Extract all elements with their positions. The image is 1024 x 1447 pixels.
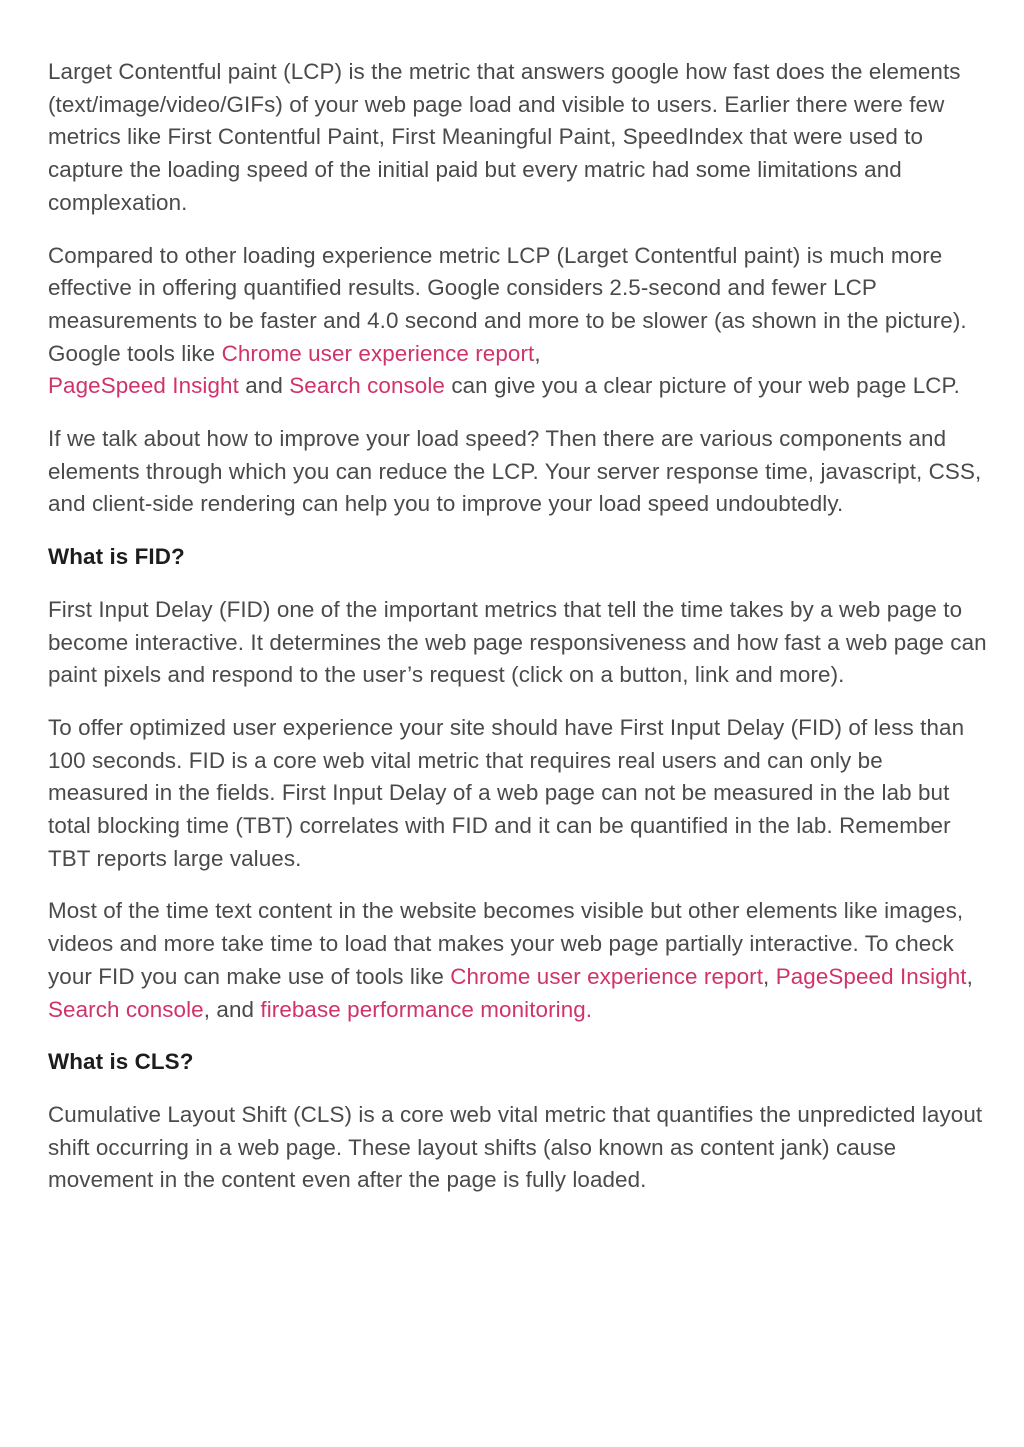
- search-console-link[interactable]: Search console: [48, 996, 204, 1022]
- fid-tools-paragraph: [48, 895, 988, 1026]
- pagespeed-insight-link[interactable]: PageSpeed Insight: [775, 963, 967, 989]
- cls-heading: What is CLS?: [48, 1049, 194, 1075]
- separator-text: ,: [966, 963, 973, 989]
- lcp-intro-paragraph: Larget Contentful paint (LCP) is the metric that answers google how fast does the elements (text/image/video/GIFs) of your web page load and visible to users. Earlier there were few metrics like First Contentful Paint, First Meaningful Paint, SpeedIndex that were used to capture the loading speed of the initial paid but every matric had some limitations and complexation.: [48, 59, 961, 215]
- lcp-comparison-text: Compared to other loading experience metric LCP (Larget Contentful paint) is much more effective in offering quantified results. Google considers 2.5-second and fewer LCP measurements to be faster and 4.0 second and more to be slower (as shown in the picture). Google tools like: [48, 242, 967, 366]
- chrome-ux-report-link[interactable]: Chrome user experience report: [450, 963, 764, 989]
- article-body: [48, 56, 988, 1217]
- separator-text: , and: [203, 996, 261, 1022]
- fid-definition-paragraph: First Input Delay (FID) one of the important metrics that tell the time takes by a web page to become interactive. It determines the web page responsiveness and how fast a web page can paint pixels and respond to the user’s request (click on a button, link and more).: [48, 596, 987, 688]
- fid-heading: What is FID?: [48, 544, 185, 570]
- search-console-link[interactable]: Search console: [289, 373, 445, 399]
- chrome-ux-report-link[interactable]: Chrome user experience report: [221, 340, 535, 366]
- separator-text: ,: [763, 963, 776, 989]
- cls-definition-paragraph: Cumulative Layout Shift (CLS) is a core web vital metric that quantifies the unpredicted layout shift occurring in a web page. These layout shifts (also known as content jank) cause movement in the content even after the page is fully loaded.: [48, 1101, 983, 1193]
- lcp-comparison-paragraph: [48, 240, 988, 404]
- lcp-comparison-tail-text: can give you a clear picture of your web page LCP.: [445, 373, 960, 399]
- lcp-improve-paragraph: If we talk about how to improve your load speed? Then there are various components and elements through which you can reduce the LCP. Your server response time, javascript, CSS, and client-side rendering can help you to improve your load speed undoubtedly.: [48, 426, 982, 517]
- conjunction-text: and: [238, 373, 290, 399]
- firebase-performance-link[interactable]: firebase performance monitoring.: [260, 996, 593, 1022]
- fid-threshold-paragraph: To offer optimized user experience your site should have First Input Delay (FID) of less than 100 seconds. FID is a core web vital metric that requires real users and can only be measured in the fields. First Input Delay of a web page can not be measured in the lab but total blocking time (TBT) correlates with FID and it can be quantified in the lab. Remember TBT reports large values.: [48, 714, 965, 871]
- pagespeed-insight-link[interactable]: PageSpeed Insight: [48, 373, 239, 399]
- fid-tools-text: Most of the time text content in the website becomes visible but other elements like images, videos and more take time to load that makes your web page partially interactive. To check your FID you can make use of tools like: [48, 898, 964, 989]
- separator-text: ,: [534, 340, 541, 366]
